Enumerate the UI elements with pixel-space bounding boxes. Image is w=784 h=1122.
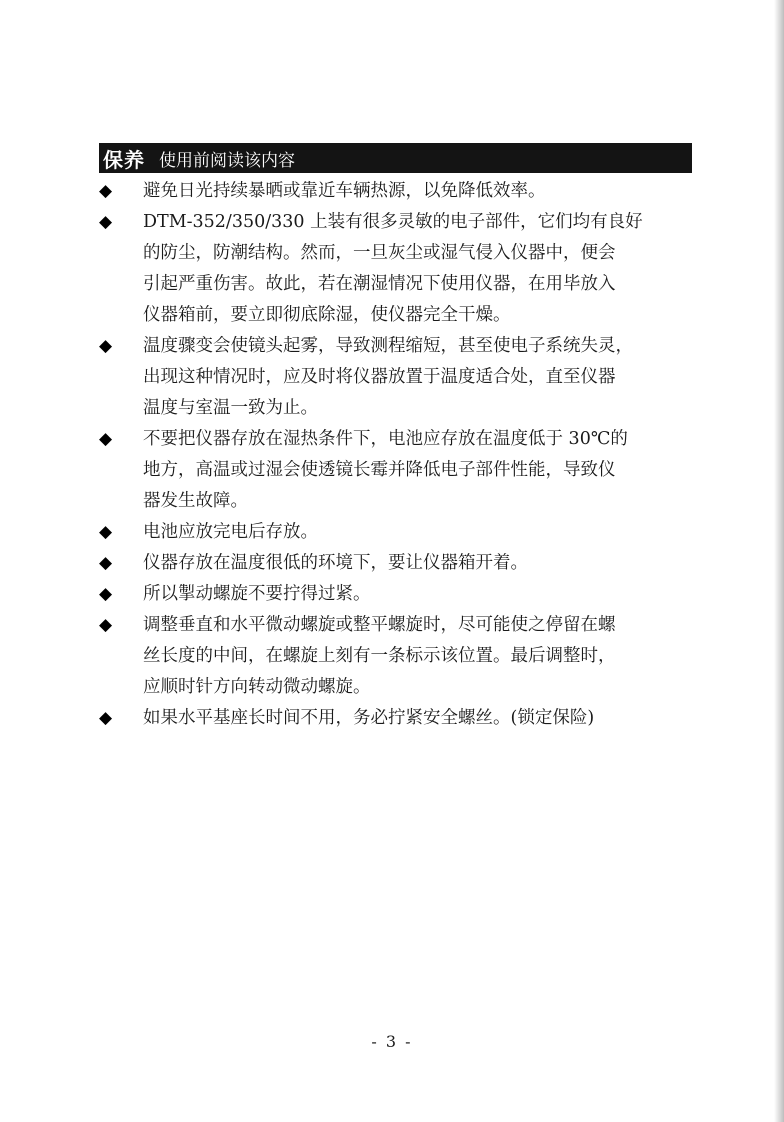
list-item (99, 610, 694, 703)
section-header (99, 143, 692, 173)
list-item-text: 电池应放完电后存放。 (143, 522, 318, 542)
diamond-bullet-icon: ◆ (99, 522, 113, 542)
maintenance-list (99, 176, 694, 734)
list-item-text: 不要把仪器存放在湿热条件下，电池应存放在温度低于 30℃的 地方，高温或过湿会使透镜长霉并降低电子部件性能，导致仪 器发生故障。 (143, 429, 628, 511)
page-number: - 3 - (371, 1032, 413, 1051)
list-item (99, 579, 694, 610)
list-item-text: 温度骤变会使镜头起雾，导致测程缩短，甚至使电子系统失灵， 出现这种情况时，应及时将仪器放置于温度适合处，直至仪器 温度与室温一致为止。 (143, 336, 633, 418)
diamond-bullet-icon: ◆ (99, 212, 113, 232)
diamond-bullet-icon: ◆ (99, 708, 113, 728)
list-item (99, 703, 694, 734)
section-title: 保养 (103, 147, 145, 172)
diamond-bullet-icon: ◆ (99, 181, 113, 201)
diamond-bullet-icon: ◆ (99, 615, 113, 635)
list-item-text: 所以掣动螺旋不要拧得过紧。 (143, 584, 371, 604)
list-item (99, 517, 694, 548)
diamond-bullet-icon: ◆ (99, 553, 113, 573)
page-edge-shadow (774, 0, 784, 1122)
diamond-bullet-icon: ◆ (99, 336, 113, 356)
list-item (99, 331, 694, 424)
diamond-bullet-icon: ◆ (99, 584, 113, 604)
list-item-text: 如果水平基座长时间不用，务必拧紧安全螺丝。(锁定保险) (143, 708, 595, 728)
list-item-text: DTM-352/350/330 上装有很多灵敏的电子部件，它们均有良好 的防尘，防潮结构。然而，一旦灰尘或湿气侵入仪器中，便会 引起严重伤害。故此，若在潮湿情况下使用仪器，在用毕放入 仪器箱前，要立即彻底除湿，使仪器完全干燥。 (143, 212, 643, 325)
list-item-text: 仪器存放在温度很低的环境下，要让仪器箱开着。 (143, 553, 528, 573)
list-item (99, 176, 694, 207)
list-item-text: 调整垂直和水平微动螺旋或整平螺旋时，尽可能使之停留在螺 丝长度的中间，在螺旋上刻有一条标示该位置。最后调整时， 应顺时针方向转动微动螺旋。 (143, 615, 616, 697)
list-item (99, 548, 694, 579)
list-item-text: 避免日光持续暴晒或靠近车辆热源，以免降低效率。 (143, 181, 546, 201)
diamond-bullet-icon: ◆ (99, 429, 113, 449)
section-subtitle: 使用前阅读该内容 (159, 150, 295, 171)
list-item (99, 207, 694, 331)
list-item (99, 424, 694, 517)
